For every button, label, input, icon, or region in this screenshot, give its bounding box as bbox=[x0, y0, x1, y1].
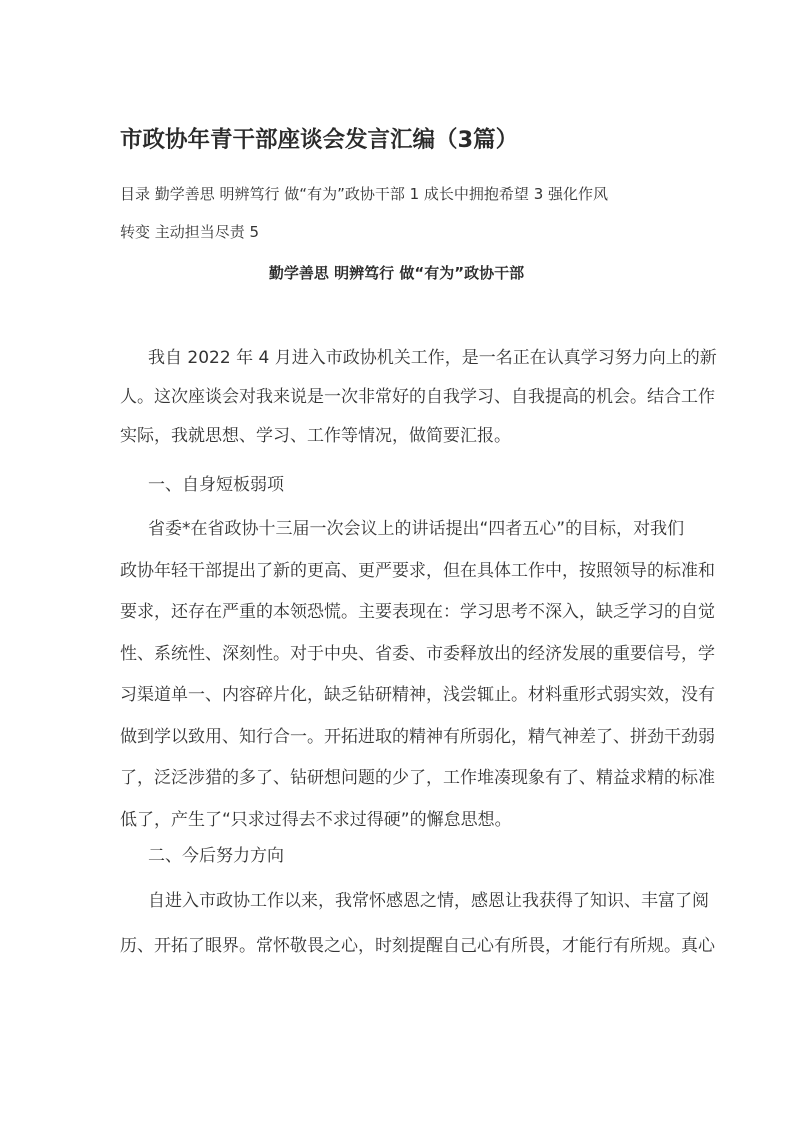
section-title: 勤学善思 明辨笃行 做“有为”政协干部 bbox=[268, 264, 525, 282]
paragraph-line: 低了，产生了“只求过得去不求过得硬”的懈怠思想。 bbox=[120, 810, 512, 830]
subheading-1: 一、自身短板弱项 bbox=[148, 475, 284, 495]
paragraph-line: 性、系统性、深刻性。对于中央、省委、市委释放出的经济发展的重要信号，学 bbox=[120, 644, 715, 664]
paragraph-line: 习渠道单一、内容碎片化，缺乏钻研精神，浅尝辄止。材料重形式弱实效，没有 bbox=[120, 685, 715, 705]
table-of-contents-line-2: 转变 主动担当尽责 5 bbox=[120, 223, 260, 241]
paragraph-line: 了，泛泛涉猎的多了、钻研想问题的少了，工作堆凑现象有了、精益求精的标准 bbox=[120, 768, 715, 788]
paragraph-line: 人。这次座谈会对我来说是一次非常好的自我学习、自我提高的机会。结合工作 bbox=[120, 387, 715, 407]
document-title: 市政协年青干部座谈会发言汇编（3篇） bbox=[120, 127, 519, 153]
paragraph-line: 做到学以致用、知行合一。开拓进取的精神有所弱化，精气神差了、拼劲干劲弱 bbox=[120, 727, 715, 747]
paragraph-line: 历、开拓了眼界。常怀敬畏之心，时刻提醒自己心有所畏，才能行有所规。真心 bbox=[120, 936, 715, 956]
paragraph-line: 实际，我就思想、学习、工作等情况，做简要汇报。 bbox=[120, 426, 511, 446]
table-of-contents-line-1: 目录 勤学善思 明辨笃行 做“有为”政协干部 1 成长中拥抱希望 3 强化作风 bbox=[120, 185, 609, 203]
paragraph-line: 政协年轻干部提出了新的更高、更严要求，但在具体工作中，按照领导的标准和 bbox=[120, 561, 715, 581]
paragraph-line: 要求，还存在严重的本领恐慌。主要表现在：学习思考不深入，缺乏学习的自觉 bbox=[120, 602, 715, 622]
paragraph-line: 自进入市政协工作以来，我常怀感恩之情，感恩让我获得了知识、丰富了阅 bbox=[148, 891, 709, 911]
paragraph-line: 省委*在省政协十三届一次会议上的讲话提出“四者五心”的目标，对我们 bbox=[148, 519, 685, 539]
paragraph-line: 我自 2022 年 4 月进入市政协机关工作，是一名正在认真学习努力向上的新 bbox=[148, 348, 717, 368]
subheading-2: 二、今后努力方向 bbox=[148, 846, 284, 866]
